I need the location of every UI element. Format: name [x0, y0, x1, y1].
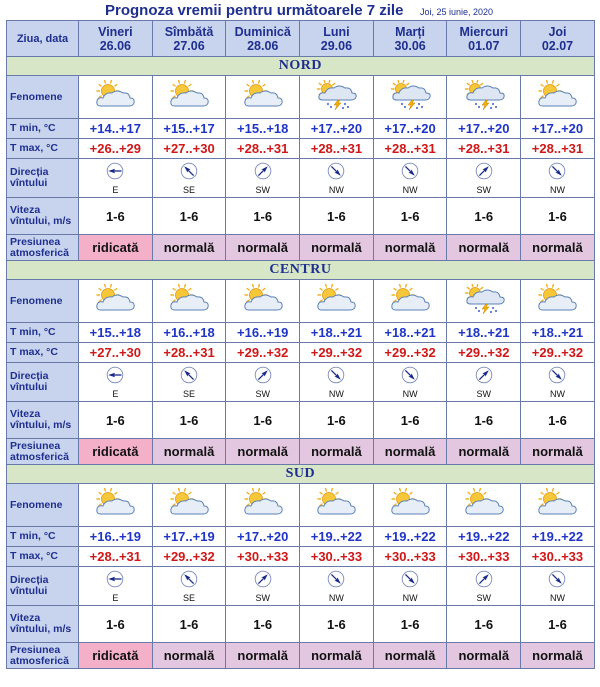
wind-direction-label: Direcția vîntului [7, 567, 79, 606]
tmax-value: +28..+31 [226, 139, 300, 159]
partly-cloudy-icon [314, 505, 358, 522]
wind-direction-cell [300, 363, 374, 402]
wind-direction-value: E [112, 592, 119, 603]
wind-speed-value: 1-6 [226, 606, 300, 643]
day-header [521, 21, 595, 57]
pressure-value: normală [300, 439, 374, 465]
tmin-value: +17..+20 [226, 527, 300, 547]
weather-cell [300, 76, 374, 119]
wind-direction-row [7, 567, 595, 606]
compass-arrow-icon [475, 162, 493, 185]
tmin-value: +17..+20 [300, 119, 374, 139]
pressure-value: normală [152, 643, 226, 669]
weather-cell [226, 76, 300, 119]
wind-speed-label: Viteza vîntului, m/s [7, 198, 79, 235]
wind-direction-value: SW [255, 592, 270, 603]
wind-speed-value: 1-6 [373, 402, 447, 439]
wind-direction-value: E [112, 184, 119, 195]
partly-cloudy-icon [241, 97, 285, 114]
weather-cell [300, 280, 374, 323]
pressure-label: Presiunea atmosferică [7, 643, 79, 669]
pressure-value: normală [447, 643, 521, 669]
wind-direction-value: SE [183, 184, 196, 195]
day-date: 26.06 [99, 38, 131, 53]
wind-direction-cell [373, 159, 447, 198]
tmin-value: +16..+19 [226, 323, 300, 343]
wind-direction-value: NW [402, 592, 418, 603]
wind-speed-row [7, 606, 595, 643]
day-header [373, 21, 447, 57]
tmax-label: T max, °C [7, 139, 79, 159]
phenomena-row [7, 280, 595, 323]
tmin-value: +18..+21 [447, 323, 521, 343]
pressure-value: ridicată [79, 439, 153, 465]
pressure-value: normală [300, 643, 374, 669]
wind-direction-cell [373, 567, 447, 606]
tmax-value: +26..+29 [79, 139, 153, 159]
weather-cell [152, 484, 226, 527]
partly-cloudy-icon [388, 301, 432, 318]
pressure-label: Presiunea atmosferică [7, 235, 79, 261]
header-row [7, 21, 595, 57]
weather-cell [152, 280, 226, 323]
pressure-value: normală [226, 235, 300, 261]
wind-speed-value: 1-6 [152, 402, 226, 439]
partly-cloudy-icon [93, 301, 137, 318]
tmin-value: +18..+21 [300, 323, 374, 343]
pressure-value: normală [152, 235, 226, 261]
wind-direction-value: NW [402, 388, 418, 399]
partly-cloudy-icon [535, 301, 579, 318]
wind-direction-value: NW [549, 592, 565, 603]
wind-direction-value: NW [328, 184, 344, 195]
tmin-label: T min, °C [7, 527, 79, 547]
tmax-value: +29..+32 [152, 547, 226, 567]
wind-direction-cell [447, 159, 521, 198]
tmin-value: +15..+18 [226, 119, 300, 139]
compass-arrow-icon [401, 162, 419, 185]
compass-arrow-icon [106, 570, 124, 593]
tmax-value: +28..+31 [373, 139, 447, 159]
region-row [7, 57, 595, 76]
tmin-value: +19..+22 [300, 527, 374, 547]
forecast-table [6, 20, 595, 669]
partly-cloudy-icon [314, 301, 358, 318]
pressure-value: normală [226, 439, 300, 465]
pressure-value: ridicată [79, 643, 153, 669]
tmin-value: +16..+18 [152, 323, 226, 343]
tmin-value: +14..+17 [79, 119, 153, 139]
wind-speed-value: 1-6 [447, 402, 521, 439]
compass-arrow-icon [327, 570, 345, 593]
pressure-value: normală [447, 235, 521, 261]
tmin-label: T min, °C [7, 119, 79, 139]
compass-arrow-icon [180, 162, 198, 185]
pressure-value: normală [226, 643, 300, 669]
wind-direction-value: E [112, 388, 119, 399]
partly-cloudy-icon [241, 301, 285, 318]
tmin-value: +19..+22 [447, 527, 521, 547]
wind-speed-value: 1-6 [521, 606, 595, 643]
compass-arrow-icon [254, 366, 272, 389]
wind-direction-value: NW [328, 388, 344, 399]
compass-arrow-icon [475, 570, 493, 593]
day-header [447, 21, 521, 57]
tmax-value: +29..+32 [300, 343, 374, 363]
wind-direction-cell [521, 567, 595, 606]
weather-cell [152, 76, 226, 119]
region-row [7, 465, 595, 484]
wind-direction-value: NW [328, 592, 344, 603]
wind-direction-cell [521, 363, 595, 402]
pressure-value: normală [373, 439, 447, 465]
tmin-value: +18..+21 [373, 323, 447, 343]
wind-speed-value: 1-6 [152, 198, 226, 235]
day-header [79, 21, 153, 57]
weather-cell [373, 280, 447, 323]
tmax-value: +27..+30 [79, 343, 153, 363]
day-header [300, 21, 374, 57]
weather-cell [447, 280, 521, 323]
day-name: Luni [323, 24, 350, 39]
pressure-value: ridicată [79, 235, 153, 261]
wind-direction-value: NW [402, 184, 418, 195]
pressure-row [7, 439, 595, 465]
day-date: 29.06 [320, 38, 353, 53]
weather-cell [447, 484, 521, 527]
wind-direction-cell [79, 159, 153, 198]
wind-direction-cell [152, 363, 226, 402]
pressure-value: normală [373, 643, 447, 669]
wind-speed-label: Viteza vîntului, m/s [7, 402, 79, 439]
region-title: SUD [7, 465, 595, 484]
pressure-row [7, 235, 595, 261]
partly-cloudy-icon [167, 301, 211, 318]
wind-direction-cell [79, 567, 153, 606]
page-header [0, 0, 600, 22]
day-date: 02.07 [541, 38, 574, 53]
partly-cloudy-icon [535, 97, 579, 114]
thunderstorm-rain-icon [314, 97, 358, 114]
weather-cell [373, 76, 447, 119]
wind-direction-value: SW [476, 184, 492, 195]
pressure-value: normală [447, 439, 521, 465]
partly-cloudy-icon [462, 505, 506, 522]
compass-arrow-icon [401, 570, 419, 593]
day-date: 01.07 [468, 38, 500, 53]
pressure-value: normală [152, 439, 226, 465]
tmin-value: +18..+21 [521, 323, 595, 343]
tmin-value: +19..+22 [373, 527, 447, 547]
pressure-row [7, 643, 595, 669]
issue-date: Joi, 25 iunie, 2020 [420, 7, 494, 17]
tmin-row [7, 119, 595, 139]
wind-speed-value: 1-6 [447, 198, 521, 235]
partly-cloudy-icon [167, 97, 211, 114]
day-date: 27.06 [173, 38, 205, 53]
partly-cloudy-icon [93, 505, 137, 522]
day-date: 30.06 [394, 38, 426, 53]
weather-cell [447, 76, 521, 119]
tmax-row [7, 139, 595, 159]
wind-speed-value: 1-6 [521, 402, 595, 439]
pressure-value: normală [373, 235, 447, 261]
wind-speed-value: 1-6 [447, 606, 521, 643]
tmin-value: +17..+20 [521, 119, 595, 139]
compass-arrow-icon [401, 366, 419, 389]
wind-speed-value: 1-6 [300, 198, 374, 235]
weather-cell [373, 484, 447, 527]
tmin-value: +17..+19 [152, 527, 226, 547]
wind-speed-value: 1-6 [373, 606, 447, 643]
phenomena-row [7, 76, 595, 119]
day-name: Sîmbătă [164, 24, 214, 39]
wind-speed-value: 1-6 [300, 402, 374, 439]
tmax-value: +30..+33 [373, 547, 447, 567]
weather-cell [226, 280, 300, 323]
day-name: Joi [548, 24, 567, 39]
compass-arrow-icon [106, 366, 124, 389]
wind-direction-cell [447, 363, 521, 402]
partly-cloudy-icon [241, 505, 285, 522]
tmin-row [7, 527, 595, 547]
phenomena-row [7, 484, 595, 527]
tmin-value: +16..+19 [79, 527, 153, 547]
tmax-value: +30..+33 [521, 547, 595, 567]
tmax-value: +30..+33 [226, 547, 300, 567]
wind-speed-value: 1-6 [79, 402, 153, 439]
tmax-value: +28..+31 [300, 139, 374, 159]
wind-direction-value: NW [549, 388, 565, 399]
wind-speed-row [7, 198, 595, 235]
phenomena-label: Fenomene [7, 484, 79, 527]
tmax-value: +28..+31 [152, 343, 226, 363]
wind-speed-value: 1-6 [226, 402, 300, 439]
phenomena-label: Fenomene [7, 76, 79, 119]
day-header [226, 21, 300, 57]
wind-direction-cell [300, 567, 374, 606]
wind-direction-value: SE [183, 388, 196, 399]
tmax-value: +28..+31 [521, 139, 595, 159]
wind-direction-row [7, 363, 595, 402]
region-title: NORD [7, 57, 595, 76]
weather-cell [300, 484, 374, 527]
wind-direction-cell [226, 567, 300, 606]
compass-arrow-icon [475, 366, 493, 389]
compass-arrow-icon [254, 162, 272, 185]
tmax-value: +28..+31 [79, 547, 153, 567]
wind-direction-value: SW [255, 184, 270, 195]
tmin-value: +19..+22 [521, 527, 595, 547]
wind-speed-value: 1-6 [226, 198, 300, 235]
wind-speed-value: 1-6 [373, 198, 447, 235]
partly-cloudy-icon [93, 97, 137, 114]
thunderstorm-rain-icon [462, 301, 506, 318]
thunderstorm-rain-icon [388, 97, 432, 114]
day-name: Marți [395, 24, 426, 39]
wind-direction-cell [226, 363, 300, 402]
tmax-row [7, 547, 595, 567]
header-day-date-label: Ziua, data [7, 21, 79, 57]
pressure-value: normală [521, 439, 595, 465]
compass-arrow-icon [180, 366, 198, 389]
tmax-label: T max, °C [7, 547, 79, 567]
pressure-label: Presiunea atmosferică [7, 439, 79, 465]
wind-speed-label: Viteza vîntului, m/s [7, 606, 79, 643]
wind-direction-cell [226, 159, 300, 198]
tmin-value: +15..+18 [79, 323, 153, 343]
pressure-value: normală [521, 235, 595, 261]
pressure-value: normală [521, 643, 595, 669]
tmax-value: +29..+32 [447, 343, 521, 363]
compass-arrow-icon [327, 366, 345, 389]
tmin-value: +15..+17 [152, 119, 226, 139]
wind-direction-cell [152, 567, 226, 606]
tmax-value: +29..+32 [226, 343, 300, 363]
wind-speed-value: 1-6 [152, 606, 226, 643]
page-title: Prognoza vremii pentru următoarele 7 zile [105, 2, 404, 19]
day-name: Miercuri [459, 24, 509, 39]
wind-speed-value: 1-6 [79, 198, 153, 235]
tmax-value: +30..+33 [447, 547, 521, 567]
day-name: Vineri [98, 24, 133, 39]
wind-direction-value: SW [255, 388, 270, 399]
wind-direction-row [7, 159, 595, 198]
wind-direction-value: SW [476, 592, 492, 603]
thunderstorm-rain-icon [462, 97, 506, 114]
tmax-label: T max, °C [7, 343, 79, 363]
pressure-value: normală [300, 235, 374, 261]
compass-arrow-icon [548, 162, 566, 185]
tmin-value: +17..+20 [447, 119, 521, 139]
compass-arrow-icon [106, 162, 124, 185]
weather-cell [521, 280, 595, 323]
region-title: CENTRU [7, 261, 595, 280]
region-row [7, 261, 595, 280]
wind-direction-cell [521, 159, 595, 198]
wind-direction-cell [373, 363, 447, 402]
weather-cell [226, 484, 300, 527]
tmin-label: T min, °C [7, 323, 79, 343]
wind-direction-label: Direcția vîntului [7, 159, 79, 198]
wind-direction-value: SW [476, 388, 492, 399]
weather-cell [79, 280, 153, 323]
day-date: 28.06 [247, 38, 279, 53]
partly-cloudy-icon [167, 505, 211, 522]
weather-cell [79, 76, 153, 119]
tmax-row [7, 343, 595, 363]
wind-direction-value: NW [549, 184, 565, 195]
tmax-value: +29..+32 [521, 343, 595, 363]
wind-direction-value: SE [183, 592, 196, 603]
partly-cloudy-icon [388, 505, 432, 522]
tmax-value: +29..+32 [373, 343, 447, 363]
tmax-value: +27..+30 [152, 139, 226, 159]
wind-speed-row [7, 402, 595, 439]
tmax-value: +28..+31 [447, 139, 521, 159]
wind-direction-label: Direcția vîntului [7, 363, 79, 402]
compass-arrow-icon [548, 366, 566, 389]
weather-cell [79, 484, 153, 527]
tmax-value: +30..+33 [300, 547, 374, 567]
wind-direction-cell [300, 159, 374, 198]
wind-direction-cell [152, 159, 226, 198]
wind-speed-value: 1-6 [521, 198, 595, 235]
wind-direction-cell [79, 363, 153, 402]
wind-direction-cell [447, 567, 521, 606]
compass-arrow-icon [180, 570, 198, 593]
wind-speed-value: 1-6 [79, 606, 153, 643]
compass-arrow-icon [254, 570, 272, 593]
compass-arrow-icon [327, 162, 345, 185]
wind-speed-value: 1-6 [300, 606, 374, 643]
phenomena-label: Fenomene [7, 280, 79, 323]
compass-arrow-icon [548, 570, 566, 593]
weather-cell [521, 484, 595, 527]
day-name: Duminică [234, 24, 291, 39]
partly-cloudy-icon [535, 505, 579, 522]
weather-cell [521, 76, 595, 119]
tmin-row [7, 323, 595, 343]
day-header [152, 21, 226, 57]
tmin-value: +17..+20 [373, 119, 447, 139]
